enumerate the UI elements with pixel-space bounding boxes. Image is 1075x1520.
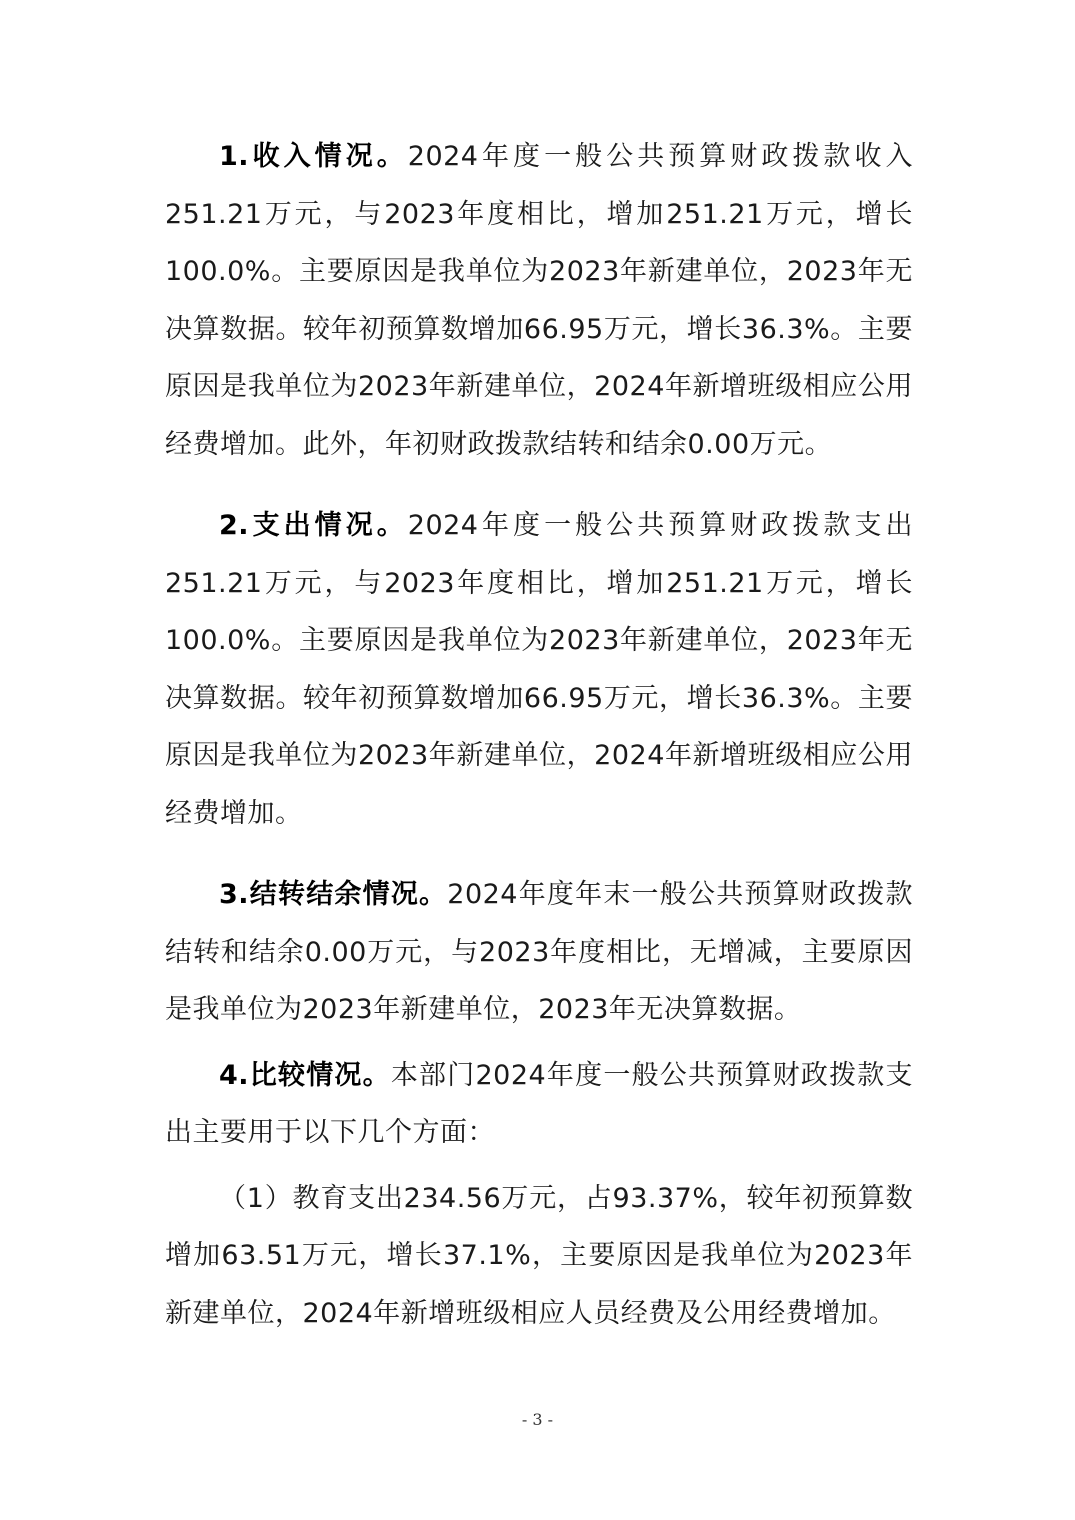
page-number: - 3 - (521, 1410, 554, 1429)
paragraph-education-expenditure (165, 1170, 913, 1343)
text-expenditure: 2024年度一般公共预算财政拨款支出251.21万元，与2023年度相比，增加251.21万元，增长100.0%。主要原因是我单位为2023年新建单位，2023年无决算数据。较年初预算数增加66.95万元，增长36.3%。主要原因是我单位为2023年新建单位，2024年新增班级相应公用经费增加。 (165, 510, 913, 829)
heading-carryover: 3.结转结余情况。 (219, 879, 448, 910)
text-education-expenditure: （1）教育支出234.56万元，占93.37%，较年初预算数增加63.51万元，增长37.1%，主要原因是我单位为2023年新建单位，2024年新增班级相应人员经费及公用经费增加。 (165, 1182, 913, 1329)
paragraph-carryover (165, 866, 913, 1039)
heading-expenditure: 2.支出情况。 (219, 510, 408, 541)
heading-comparison: 4.比较情况。 (219, 1059, 391, 1091)
text-income: 2024年度一般公共预算财政拨款收入251.21万元，与2023年度相比，增加251.21万元，增长100.0%。主要原因是我单位为2023年新建单位，2023年无决算数据。较年初预算数增加66.95万元，增长36.3%。主要原因是我单位为2023年新建单位，2024年新增班级相应公用经费增加。此外，年初财政拨款结转和结余0.00万元。 (165, 141, 913, 460)
document-body (165, 128, 913, 1342)
text-comparison: 本部门2024年度一般公共预算财政拨款支出主要用于以下几个方面： (165, 1059, 913, 1148)
paragraph-expenditure (165, 497, 913, 842)
heading-income: 1.收入情况。 (219, 141, 408, 172)
paragraph-comparison (165, 1047, 913, 1162)
text-carryover: 2024年度年末一般公共预算财政拨款结转和结余0.00万元，与2023年度相比，无增减，主要原因是我单位为2023年新建单位，2023年无决算数据。 (165, 879, 913, 1025)
paragraph-income (165, 128, 913, 473)
